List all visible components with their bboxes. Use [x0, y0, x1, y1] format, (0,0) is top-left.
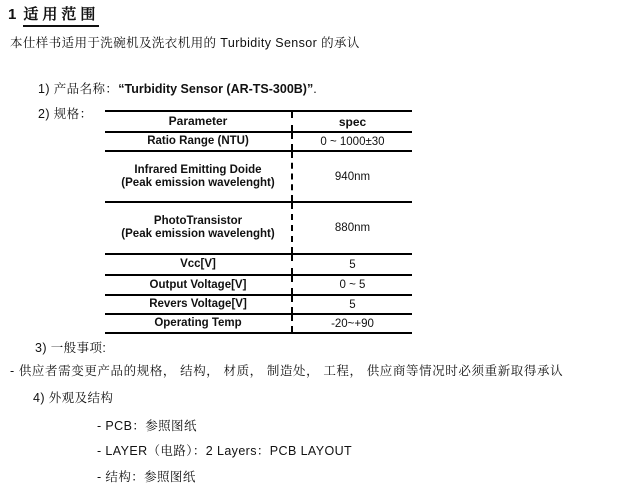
table-row — [105, 296, 412, 315]
spec-cell: 5 — [349, 258, 356, 271]
product-name-value: “Turbidity Sensor (AR-TS-300B)” — [118, 82, 314, 96]
table-row — [105, 152, 412, 203]
param-cell — [105, 152, 293, 201]
param-header-cell: Parameter — [105, 112, 293, 131]
section-title: 适用范围 — [23, 3, 99, 27]
product-name-line — [38, 79, 317, 97]
appearance-item-pcb: - PCB：参照图纸 — [97, 419, 197, 433]
param-line1: PhotoTransistor — [153, 215, 243, 227]
param-line2: (Peak emission wavelenght) — [121, 228, 275, 240]
table-row — [105, 255, 412, 276]
param-cell: Ratio Range (NTU) — [105, 133, 293, 150]
spec-cell: 5 — [349, 298, 356, 311]
param-cell: Vcc[V] — [105, 255, 293, 274]
spec-cell: 880nm — [334, 222, 371, 234]
param-line2: (Peak emission wavelenght) — [121, 176, 275, 189]
spec-cell: -20~+90 — [331, 317, 374, 330]
general-label-line: 3) 一般事项: — [35, 341, 107, 355]
general-note-line: - 供应者需变更产品的规格， 结构， 材质， 制造处， 工程， 供应商等情况时必须重新取得承认 — [10, 364, 564, 378]
param-cell — [105, 203, 293, 253]
section-heading — [8, 3, 99, 27]
spec-cell: 0 ~ 1000±30 — [320, 135, 385, 148]
intro-text: 本仕样书适用于洗碗机及洗衣机用的 Turbidity Sensor 的承认 — [10, 36, 360, 50]
param-cell: Output Voltage[V] — [105, 276, 293, 294]
spec-header-cell: spec — [338, 114, 367, 129]
spec-cell: 940nm — [334, 170, 371, 183]
param-line1: Infrared Emitting Doide — [134, 163, 262, 176]
spec-table — [105, 110, 412, 334]
param-cell: Revers Voltage[V] — [105, 296, 293, 313]
table-row — [105, 133, 412, 152]
product-name-label: 1) 产品名称： — [38, 82, 119, 96]
table-row — [105, 315, 412, 334]
spec-cell: 0 ~ 5 — [339, 279, 366, 291]
product-name-period: . — [313, 82, 318, 96]
section-number: 1 — [8, 6, 17, 23]
param-cell: Operating Temp — [105, 315, 293, 332]
appearance-label-line: 4) 外观及结构 — [33, 391, 114, 405]
appearance-item-structure: - 结构：参照图纸 — [97, 470, 196, 484]
table-row — [105, 203, 412, 255]
spec-label-line: 2) 规格： — [38, 107, 93, 121]
appearance-item-layer: - LAYER（电路）：2 Layers：PCB LAYOUT — [97, 444, 353, 458]
table-header-row — [105, 112, 412, 133]
table-row — [105, 276, 412, 296]
